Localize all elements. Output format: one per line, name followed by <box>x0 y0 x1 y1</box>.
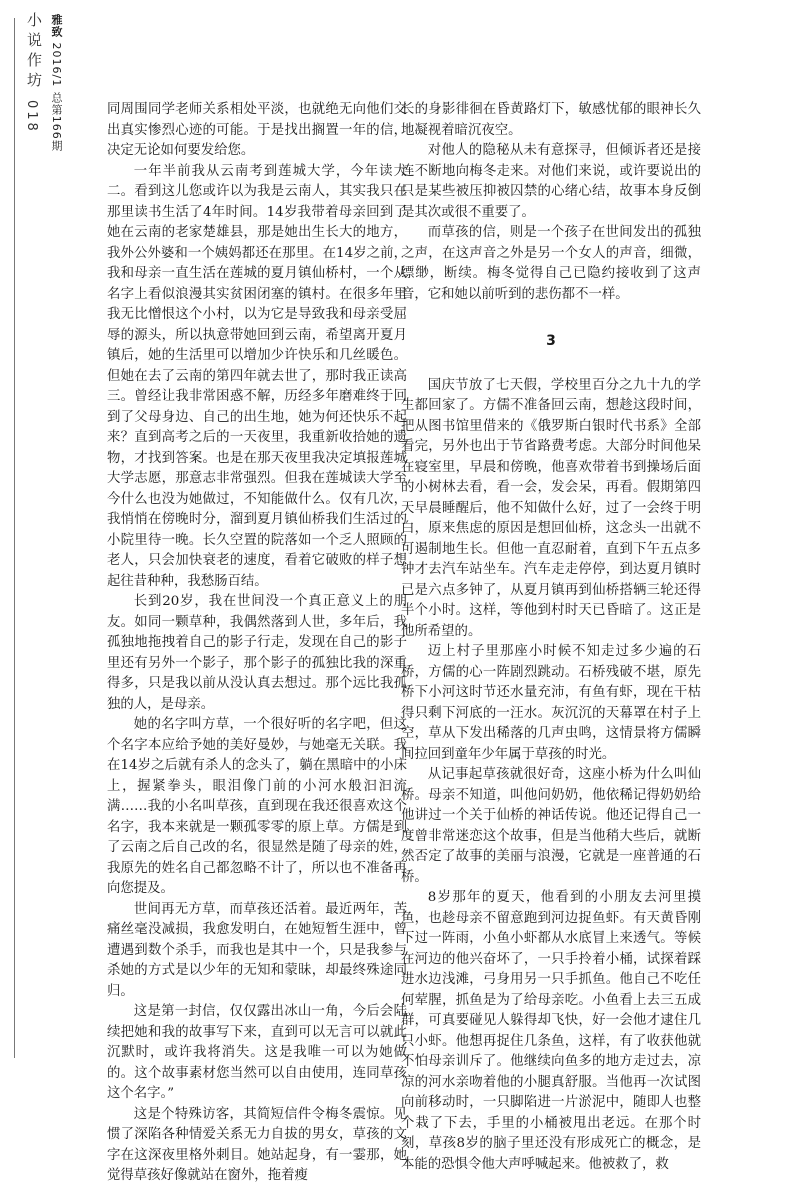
paragraph: 8岁那年的夏天，他看到的小朋友去河里摸鱼，也趁母亲不留意跑到河边捉鱼虾。有天黄昏刚下过一阵雨，小鱼小虾都从水底冒上来透气。等候在河边的他兴奋坏了，一只手拎着小桶，试探着踩进水边浅滩，弓身用另一只手抓鱼。他自己不吃任何荤腥，抓鱼是为了给母亲吃。小鱼看上去三五成群，可真要碰见人躲得却飞快，好一会他才逮住几只小虾。他想再捉住几条鱼，这样，有了收获他就不怕母亲训斥了。他继续向鱼多的地方走过去，凉凉的河水亲吻着他的小腿真舒服。当他再一次试图向前移动时，一只脚陷进一片淤泥中，随即人也整个栽了下去，手里的小桶被甩出老远。在那个时刻，草孩8岁的脑子里还没有形成死亡的概念，是本能的恐惧令他大声呼喊起来。他被救了，救 <box>401 890 701 1172</box>
paragraph: 迈上村子里那座小时候不知走过多少遍的石桥，方儒的心一阵剧烈跳动。石桥残破不堪，原先桥下小河这时节还水量充沛，有鱼有虾，现在干枯得只剩下河底的一汪水。灰沉沉的天幕罩在村子上空，草从下发出稀落的几声虫鸣，这情景将方儒瞬间拉回到童年少年属于草孩的时光。 <box>401 644 701 762</box>
paragraph: 世间再无方草，而草孩还活着。最近两年，苦痛丝毫没减损，我愈发明白，在她短暂生涯中，曾遭遇到数个杀手，而我也是其中一个，只是我参与杀她的方式是以少年的无知和蒙昧，却最终殊途同归。 <box>107 901 407 999</box>
section-heading: 3 <box>546 333 556 349</box>
issue-number: 2016/1 <box>50 42 63 88</box>
paragraph: 一年半前我从云南考到莲城大学，今年读大二。看到这儿您或许以为我是云南人，其实我只在那里读书生活了4年时间。14岁我带着母亲回到了她在云南的老家楚雄县，那是她出生长大的地方，我外公外婆和一个姨妈都还在那里。在14岁之前，我和母亲一直生活在莲城的夏月镇仙桥村，一个从名字上看似浪漫其实贫困闭塞的镇村。在很多年里我无比憎恨这个小村，以为它是导致我和母亲受屈辱的源头，所以执意带她回到云南，希望离开夏月镇后，她的生活里可以增加少许快乐和几丝暖色。但她在去了云南的第四年就去世了，那时我正读高三。曾经让我非常困惑不解，历经多年磨难终于回到了父母身边、自己的出生地，她为何还快乐不起来？直到高考之后的一天夜里，我重新收拾她的遗物，才找到答案。也是在那天夜里我决定填报莲城大学志愿，那意志非常强烈。但我在莲城读大学至今什么也没为她做过，不知能做什么。仅有几次，我悄悄在傍晚时分，溜到夏月镇仙桥我们生活过的小院里待一晚。长久空置的院落如一个乏人照顾的老人，只会加快衰老的速度，看着它破败的样子想起往昔种种，我愁肠百结。 <box>107 163 407 589</box>
issue-info <box>48 14 64 152</box>
paragraph: 长到20岁，我在世间没一个真正意义上的朋友。如同一颗草种，我偶然落到人世，多年后，我孤独地拖拽着自己的影子行走，发现在自己的影子里还有另外一个影子，那个影子的孤独比我的深重得多，只是我以前从没认真去想过。那个远比我孤独的人，是母亲。 <box>107 594 407 712</box>
sidebar-divider <box>14 18 15 1058</box>
paragraph: 同周围同学老师关系相处平淡，也就绝无向他们交出真实惨烈心迹的可能。于是找出搁置一年的信，决定无论如何要发给您。 <box>107 102 407 158</box>
period-label: 期 <box>50 139 63 152</box>
paragraph: 从记事起草孩就很好奇，这座小桥为什么叫仙桥。母亲不知道，叫他问奶奶，他依稀记得奶奶给他讲过一个关于仙桥的神话传说。他还记得自己一度曾非常迷恋这个故事，但是当他稍大些后，就断然否定了故事的美丽与浪漫，它就是一座普通的石桥。 <box>401 767 701 885</box>
paragraph: 国庆节放了七天假，学校里百分之九十九的学生都回家了。方儒不准备回云南，想趁这段时间，把从图书馆里借来的《俄罗斯白银时代书系》全部看完，另外也出于节省路费考虑。大部分时间他呆在寝室里，早晨和傍晚，他喜欢带着书到操场后面的小树林去看，看一会，发会呆，再看。假期第四天早晨睡醒后，他不知做什么好，过了一会终于明白，原来焦虑的原因是想回仙桥，这念头一出就不可遏制地生长。但他一直忍耐着，直到下午五点多钟才去汽车站坐车。汽车走走停停，到达夏月镇时已是六点多钟了，从夏月镇再到仙桥搭辆三轮还得半个小时。这样，等他到村时天已昏暗了。这正是他所希望的。 <box>401 377 701 639</box>
paragraph: 她的名字叫方草，一个很好听的名字吧，但这个名字本应给予她的美好曼妙，与她毫无关联。我在14岁之后就有杀人的念头了，躺在黑暗中的小床上，握紧拳头，眼泪像门前的小河水般汩汩流满……我的小名叫草孩，直到现在我还很喜欢这个名字，我本来就是一颗孤零零的原上草。方儒是到了云南之后自己改的名，很显然是随了母亲的姓，我原先的姓名自己都忽略不计了，所以也不准备再向您提及。 <box>107 717 407 896</box>
paragraph: 这是第一封信，仅仅露出冰山一角，今后会陆续把她和我的故事写下来，直到可以无言可以就此沉默时，或许我将消失。这是我唯一可以为她做的。这个故事素材您当然可以自由使用，连同草孩这个名字。” <box>107 1004 407 1101</box>
paragraph: 这是个特殊访客，其简短信件令梅冬震惊。见惯了深陷各种情爱关系无力自拔的男女，草孩的文字在这深夜里格外刺目。她站起身，有一霎那，她觉得草孩好像就站在窗外，拖着瘦 <box>107 1106 407 1183</box>
total-label: 总第 <box>50 91 63 116</box>
right-column <box>401 100 701 1175</box>
section-title: 小说作坊 <box>25 12 43 92</box>
sidebar <box>0 0 44 1078</box>
paragraph: 对他人的隐秘从未有意探寻，但倾诉者还是接连不断地向梅冬走来。对他们来说，或许要说出的只是某些被压抑被囚禁的心绪心结，故事本身反倒是其次或很不重要了。 <box>401 143 701 220</box>
page-number: 018 <box>24 100 39 134</box>
left-column <box>107 100 407 1187</box>
paragraph: 长的身影徘徊在昏黄路灯下，敏感忧郁的眼神长久地凝视着暗沉夜空。 <box>401 102 701 138</box>
journal-name: 雅致 <box>50 14 63 38</box>
total-number: 166 <box>50 115 63 140</box>
paragraph: 而草孩的信，则是一个孩子在世间发出的孤独之声，在这声音之外是另一个女人的声音，细微，缥缈，断续。梅冬觉得自己已隐约接收到了这声音，它和她以前听到的悲伤都不一样。 <box>401 225 701 302</box>
